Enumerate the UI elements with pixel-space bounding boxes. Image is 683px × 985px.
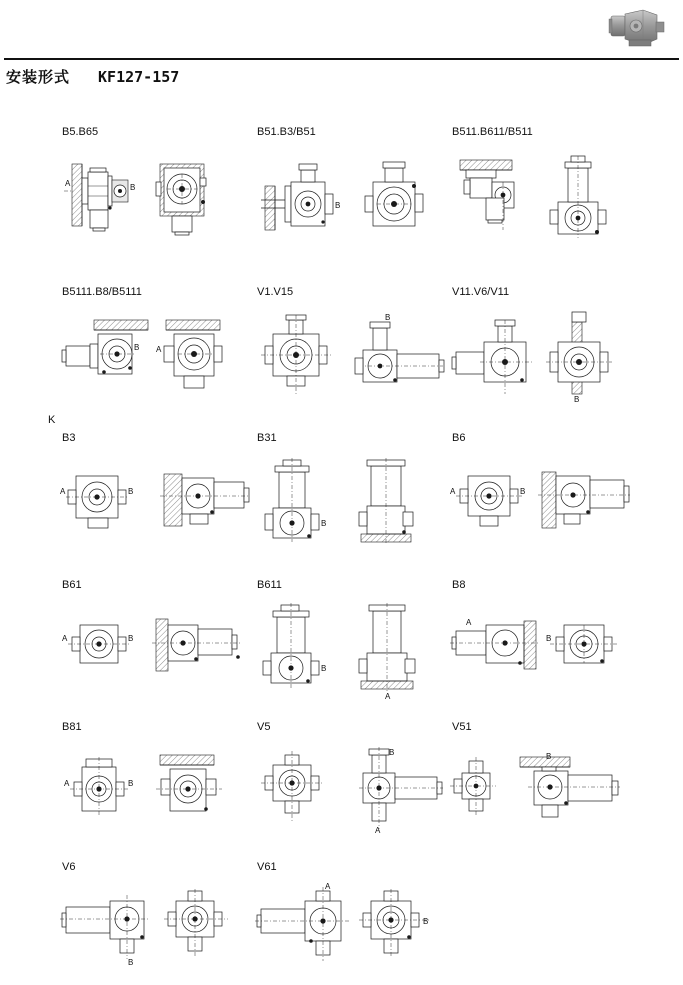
figure-label: B8: [452, 579, 466, 591]
figure-label: V6: [62, 861, 76, 873]
dim-label: A: [325, 882, 331, 891]
dim-label: B: [385, 313, 391, 322]
figure-cell-b31: [255, 432, 455, 556]
dim-label: B: [321, 519, 327, 528]
dim-label: A: [450, 487, 456, 496]
dim-label: A: [64, 779, 70, 788]
figure-cell-v6: [60, 861, 260, 985]
dim-label: B: [128, 958, 134, 967]
figure-label: V51: [452, 721, 472, 733]
figure-cell-v51: [450, 721, 650, 845]
dim-label: B: [389, 748, 395, 757]
figure-drawing-b31: [255, 448, 455, 556]
figure-drawing-v51: [450, 737, 650, 845]
mounting-position-sheet: [0, 96, 683, 970]
page-title-code: KF127-157: [98, 68, 180, 86]
dim-label: B: [423, 917, 429, 926]
figure-label: B31: [257, 432, 277, 444]
section-letter-k: K: [48, 414, 56, 426]
figure-label: B511.B611/B511: [452, 126, 533, 138]
figure-drawing-v1: [255, 302, 455, 410]
figure-cell-b81: [60, 721, 260, 845]
dim-label: A: [65, 179, 71, 188]
figure-drawing-b5111: [60, 302, 260, 410]
figure-cell-v11-v6: [450, 286, 650, 410]
figure-label: V1.V15: [257, 286, 294, 298]
figure-drawing-b81: [60, 737, 260, 845]
figure-cell-b61: [60, 579, 260, 703]
figure-cell-b611: [255, 579, 455, 703]
dim-label: B: [130, 183, 136, 192]
dim-label: B: [128, 779, 134, 788]
gearbox-thumbnail-icon: [609, 6, 665, 50]
dim-label: B: [546, 634, 552, 643]
figure-cell-v5: [255, 721, 455, 845]
figure-label: B3: [62, 432, 76, 444]
figure-label: B81: [62, 721, 82, 733]
figure-drawing-b511: [450, 142, 650, 250]
figure-drawing-b61: [60, 595, 260, 703]
page-header: [0, 0, 683, 96]
figure-cell-b8: [450, 579, 650, 703]
figure-label: B51.B3/B51: [257, 126, 316, 138]
figure-cell-v1-v15: [255, 286, 455, 410]
figure-drawing-b6: [450, 448, 650, 556]
dim-label: A: [375, 826, 381, 835]
dim-label: B: [335, 201, 341, 210]
dim-label: A: [156, 345, 162, 354]
dim-label: B: [134, 343, 140, 352]
dim-label: B: [546, 752, 552, 761]
dim-label: B: [128, 634, 134, 643]
figure-label: B5.B65: [62, 126, 99, 138]
page-title-text: 安装形式: [6, 69, 71, 86]
figure-drawing-v5: [255, 737, 455, 845]
figure-drawing-b8: [450, 595, 650, 703]
dim-label: B: [574, 395, 580, 404]
dim-label: A: [466, 618, 472, 627]
page-title: [6, 66, 179, 87]
dim-label: B: [128, 487, 134, 496]
figure-drawing-v11: [450, 302, 650, 410]
figure-drawing-b611: [255, 595, 455, 703]
figure-label: B611: [257, 579, 282, 591]
header-divider: [4, 58, 679, 60]
dim-label: B: [520, 487, 526, 496]
dim-label: B: [321, 664, 327, 673]
figure-label: V5: [257, 721, 271, 733]
figure-cell-b6: [450, 432, 650, 556]
figure-label: B5111.B8/B5111: [62, 286, 142, 298]
figure-cell-b5111-b8: [60, 286, 260, 410]
figure-cell-b3: [60, 432, 260, 556]
figure-label: V11.V6/V11: [452, 286, 510, 298]
figure-cell-b51-b3-b51: [255, 126, 455, 250]
figure-label: B6: [452, 432, 466, 444]
figure-cell-v61: [255, 861, 455, 985]
figure-cell-b5-b65: [60, 126, 260, 250]
figure-drawing-b3: [60, 448, 260, 556]
figure-drawing-b51: [255, 142, 455, 250]
figure-drawing-v6: [60, 877, 260, 985]
dim-label: A: [62, 634, 68, 643]
figure-drawing-v61: [255, 877, 455, 985]
figure-label: B61: [62, 579, 82, 591]
figure-label: V61: [257, 861, 277, 873]
dim-label: A: [385, 692, 391, 701]
dim-label: A: [60, 487, 66, 496]
figure-cell-b511-b611: [450, 126, 650, 250]
figure-drawing-b5-b65: [60, 142, 260, 250]
